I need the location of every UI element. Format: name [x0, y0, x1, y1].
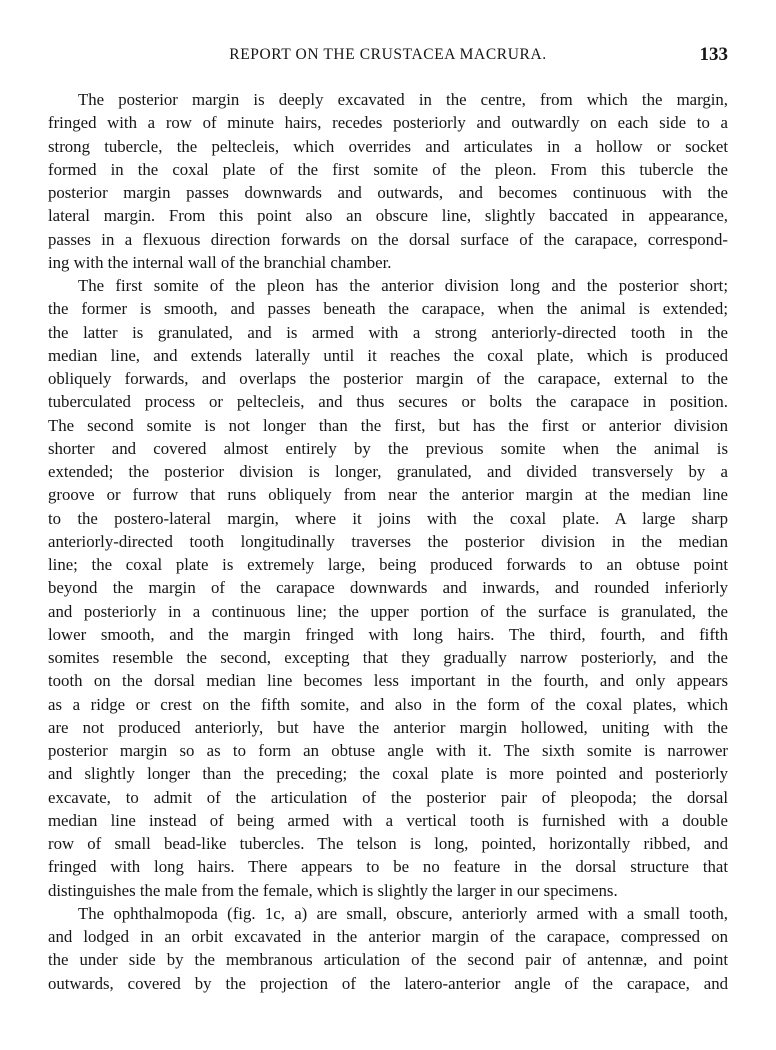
page-number: 133 [699, 44, 728, 65]
text-line: extended; the posterior division is longer, granulated, and divided transversely by a [48, 462, 728, 481]
text-line: to the postero-lateral margin, where it joins with the coxal plate. A large sharp [48, 508, 728, 528]
text-line: the latter is granulated, and is armed with a strong anteriorly-directed tooth in the [48, 322, 728, 342]
text-line: anteriorly-directed tooth longitudinally traverses the posterior division in the median [48, 531, 728, 551]
text-line: as a ridge or crest on the fifth somite, and also in the form of the coxal plates, which [48, 694, 728, 714]
text-line: excavate, to admit of the articulation of the posterior pair of pleopoda; the dorsal [48, 787, 728, 807]
text-line: distinguishes the male from the female, which is slightly the larger in our specimens. [48, 880, 618, 900]
text-line: tooth on the dorsal median line becomes less important in the fourth, and only appears [48, 671, 728, 691]
text-line: The posterior margin is deeply excavated in the centre, from which the margin, [78, 90, 728, 109]
running-title: REPORT ON THE CRUSTACEA MACRURA. [229, 46, 547, 63]
paragraph [48, 88, 728, 274]
text-line: lateral margin. From this point also an obscure line, slightly baccated in appearance, [48, 206, 728, 226]
text-line: ing with the internal wall of the branchial chamber. [48, 252, 392, 272]
text-line: lower smooth, and the margin fringed with long hairs. The third, fourth, and fifth [48, 624, 728, 644]
page-header [48, 44, 728, 68]
text-line: strong tubercle, the peltecleis, which overrides and articulates in a hollow or socket [48, 136, 728, 156]
text-line: fringed with long hairs. There appears to be no feature in the dorsal structure that [48, 857, 728, 877]
text-line: and posteriorly in a continuous line; the upper portion of the surface is granulated, the [48, 601, 728, 621]
text-line: and lodged in an orbit excavated in the anterior margin of the carapace, compressed on [48, 927, 728, 946]
text-line: tuberculated process or peltecleis, and thus secures or bolts the carapace in position. [48, 392, 728, 412]
text-line: row of small bead-like tubercles. The telson is long, pointed, horizontally ribbed, and [48, 834, 728, 853]
text-line: The first somite of the pleon has the anterior division long and the posterior short; [78, 276, 728, 295]
text-line: beyond the margin of the carapace downwards and inwards, and rounded inferiorly [48, 578, 728, 598]
text-line: groove or furrow that runs obliquely from near the anterior margin at the median line [48, 485, 728, 505]
text-line: posterior margin passes downwards and outwards, and becomes continuous with the [48, 183, 728, 202]
text-line: the former is smooth, and passes beneath the carapace, when the animal is extended; [48, 299, 728, 319]
text-line: line; the coxal plate is extremely large, being produced forwards to an obtuse point [48, 555, 728, 574]
text-line: outwards, covered by the projection of the latero-anterior angle of the carapace, and [48, 973, 728, 993]
text-line: passes in a flexuous direction forwards on the dorsal surface of the carapace, correspond- [48, 229, 728, 249]
text-line: fringed with a row of minute hairs, recedes posteriorly and outwardly on each side to a [48, 113, 728, 133]
body-text [48, 88, 728, 995]
text-line: and slightly longer than the preceding; the coxal plate is more pointed and posteriorly [48, 764, 728, 784]
text-line: the under side by the membranous articulation of the second pair of antennæ, and point [48, 950, 728, 970]
text-line: shorter and covered almost entirely by the previous somite when the animal is [48, 438, 728, 458]
text-line: are not produced anteriorly, but have the anterior margin hollowed, uniting with the [48, 717, 728, 737]
text-line: formed in the coxal plate of the first somite of the pleon. From this tubercle the [48, 159, 728, 179]
text-line: median line, and extends laterally until it reaches the coxal plate, which is produced [48, 345, 728, 365]
text-line: The ophthalmopoda (fig. 1c, a) are small, obscure, anteriorly armed with a small tooth, [78, 903, 728, 923]
text-line: The second somite is not longer than the first, but has the first or anterior division [48, 415, 728, 435]
paragraph [48, 274, 728, 902]
text-line: median line instead of being armed with a vertical tooth is furnished with a double [48, 810, 728, 830]
text-line: posterior margin so as to form an obtuse angle with it. The sixth somite is narrower [48, 741, 728, 760]
paragraph [48, 902, 728, 995]
text-line: somites resemble the second, excepting that they gradually narrow posteriorly, and the [48, 648, 728, 667]
text-line: obliquely forwards, and overlaps the posterior margin of the carapace, external to the [48, 369, 728, 388]
